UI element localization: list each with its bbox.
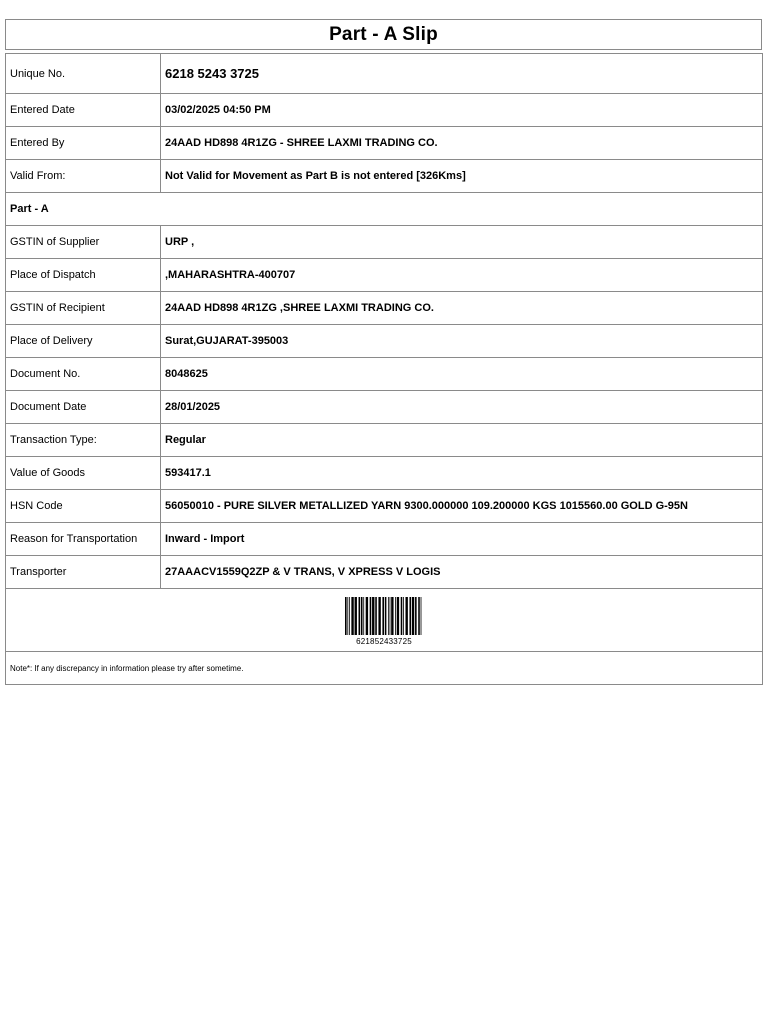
gstin-supplier-label: GSTIN of Supplier [6,226,161,259]
barcode-bar [401,597,403,635]
table-row-document-no [6,358,763,391]
gstin-supplier-value: URP , [161,226,763,259]
unique-no-value: 6218 5243 3725 [161,54,763,94]
barcode-bar [388,597,389,635]
table-row-place-dispatch [6,259,763,292]
barcode-bar [345,597,347,635]
place-delivery-label: Place of Delivery [6,325,161,358]
section-label: Part - A [6,193,763,226]
barcode-bar [347,597,348,635]
barcode-bar [405,597,407,635]
document-no-value: 8048625 [161,358,763,391]
document-no-label: Document No. [6,358,161,391]
transporter-label: Transporter [6,556,161,589]
barcode-bar [351,597,353,635]
unique-no-label: Unique No. [6,54,161,94]
barcode-cell [6,589,763,652]
table-row-transporter [6,556,763,589]
barcode-bar [391,597,393,635]
valid-from-label: Valid From: [6,160,161,193]
document-date-value: 28/01/2025 [161,391,763,424]
barcode-bar [375,597,377,635]
hsn-code-label: HSN Code [6,490,161,523]
table-row-reason-transport [6,523,763,556]
table-row-gstin-recipient [6,292,763,325]
barcode [344,597,424,646]
reason-transport-value: Inward - Import [161,523,763,556]
valid-from-value: Not Valid for Movement as Part B is not entered [326Kms] [161,160,763,193]
place-dispatch-value: ,MAHARASHTRA-400707 [161,259,763,292]
barcode-bar [412,597,414,635]
barcode-bar [390,597,391,635]
table-row-value-goods [6,457,763,490]
entered-by-value: 24AAD HD898 4R1ZG - SHREE LAXMI TRADING CO. [161,127,763,160]
barcode-bar [378,597,380,635]
place-dispatch-label: Place of Dispatch [6,259,161,292]
table-row-gstin-supplier [6,226,763,259]
barcode-bar [372,597,374,635]
transporter-value: 27AAACV1559Q2ZP & V TRANS, V XPRESS V LOGIS [161,556,763,589]
table-row-document-date [6,391,763,424]
table-row-unique-no [6,54,763,94]
barcode-bar [370,597,372,635]
barcode-bar [363,597,364,635]
reason-transport-label: Reason for Transportation [6,523,161,556]
gstin-recipient-value: 24AAD HD898 4R1ZG ,SHREE LAXMI TRADING CO. [161,292,763,325]
barcode-bar [361,597,363,635]
table-row-hsn-code [6,490,763,523]
barcode-bar [385,597,387,635]
barcode-bar [349,597,350,635]
table-row-barcode [6,589,763,652]
barcode-bar [418,597,420,635]
table-row-note [6,652,763,685]
document-date-label: Document Date [6,391,161,424]
barcode-bar [366,597,368,635]
section-header-part-a [6,193,763,226]
barcode-bar [359,597,361,635]
barcode-bar [409,597,411,635]
barcode-bars [344,597,424,635]
barcode-bar [397,597,399,635]
gstin-recipient-label: GSTIN of Recipient [6,292,161,325]
place-delivery-value: Surat,GUJARAT-395003 [161,325,763,358]
entered-date-value: 03/02/2025 04:50 PM [161,94,763,127]
footnote: Note*: If any discrepancy in information please try after sometime. [6,652,763,685]
barcode-bar [382,597,384,635]
entered-date-label: Entered Date [6,94,161,127]
barcode-bar [403,597,404,635]
hsn-code-value: 56050010 - PURE SILVER METALLIZED YARN 9300.000000 109.200000 KGS 1015560.00 GOLD G-95N [161,490,763,523]
barcode-bar [355,597,357,635]
barcode-number: 621852433725 [356,636,412,646]
value-goods-value: 593417.1 [161,457,763,490]
page-title: Part - A Slip [329,23,438,45]
entered-by-label: Entered By [6,127,161,160]
barcode-bar [395,597,396,635]
transaction-type-value: Regular [161,424,763,457]
table-row-entered-date [6,94,763,127]
table-row-transaction-type [6,424,763,457]
table-row-place-delivery [6,325,763,358]
transaction-type-label: Transaction Type: [6,424,161,457]
barcode-bar [415,597,417,635]
barcode-bar [421,597,422,635]
slip-table [5,53,763,685]
slip-title-box [5,19,762,50]
table-row-entered-by [6,127,763,160]
table-row-valid-from [6,160,763,193]
value-goods-label: Value of Goods [6,457,161,490]
